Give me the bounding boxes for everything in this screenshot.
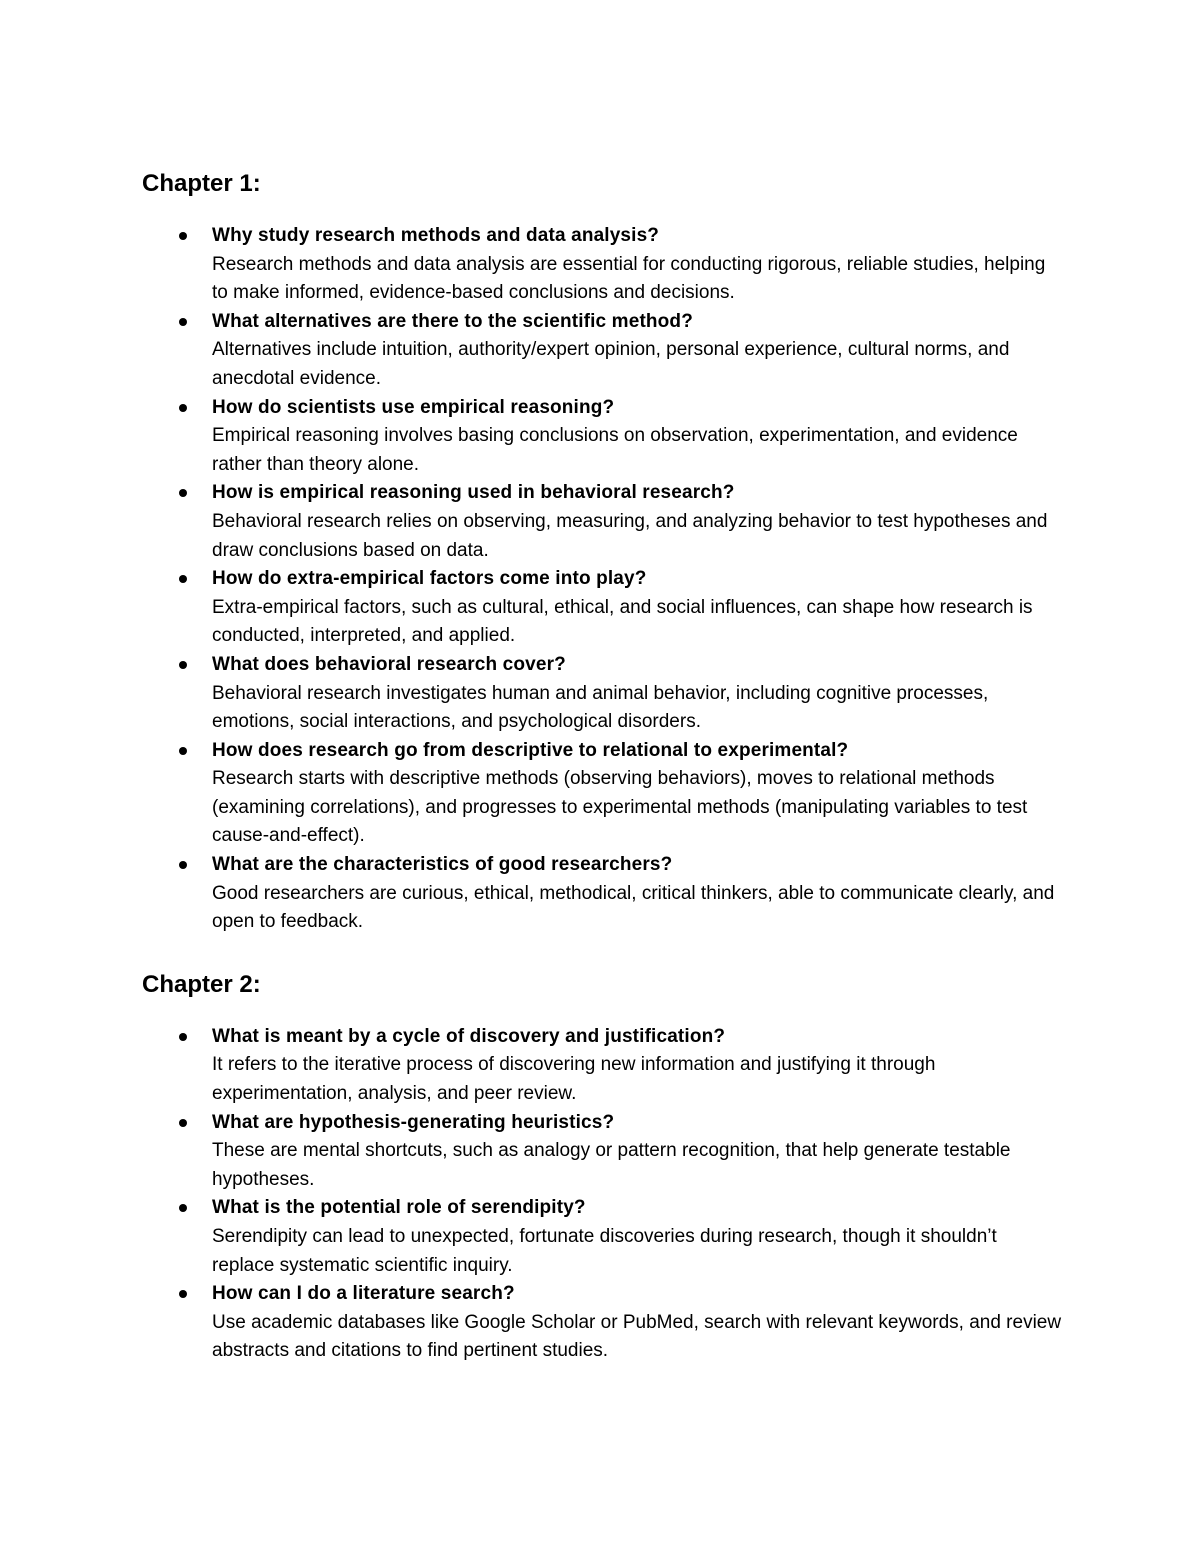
- list-item: [142, 1280, 1062, 1366]
- bullet-icon: [179, 747, 187, 755]
- chapter-heading: Chapter 2:: [142, 970, 261, 998]
- answer-text: These are mental shortcuts, such as analogy or pattern recognition, that help generate testable hypotheses.: [212, 1140, 1011, 1190]
- chapter-1-section: [142, 168, 1062, 937]
- list-item: [142, 394, 1062, 480]
- list-item: [142, 565, 1062, 651]
- bullet-icon: [179, 489, 187, 497]
- bullet-icon: [179, 861, 187, 869]
- question-text: How does research go from descriptive to relational to experimental?: [212, 739, 849, 761]
- bullet-icon: [179, 318, 187, 326]
- answer-text: Extra-empirical factors, such as cultural, ethical, and social influences, can shape how research is conducted, interpreted, and applied.: [212, 596, 1033, 647]
- question-text: What is meant by a cycle of discovery and justification?: [212, 1025, 726, 1047]
- answer-text: Research methods and data analysis are essential for conducting rigorous, reliable studies, helping to make informed, evidence-based conclusions and decisions.: [212, 253, 1046, 304]
- question-text: How can I do a literature search?: [212, 1283, 515, 1305]
- list-item: [142, 737, 1062, 851]
- answer-text: Serendipity can lead to unexpected, fortunate discoveries during research, though it shouldn’t replace systematic scientific inquiry.: [212, 1226, 997, 1276]
- question-text: How is empirical reasoning used in behavioral research?: [212, 482, 735, 504]
- document-page: [142, 168, 1062, 1366]
- answer-text: Research starts with descriptive methods (observing behaviors), moves to relational methods (examining correlations), and progresses to experimental methods (manipulating variables to test cause-and-effect).: [212, 768, 1028, 847]
- question-text: What are the characteristics of good researchers?: [212, 854, 673, 876]
- bullet-icon: [179, 1204, 187, 1212]
- bullet-icon: [179, 1290, 187, 1298]
- chapter-2-section: [142, 969, 1062, 1366]
- list-item: [142, 1023, 1062, 1109]
- bullet-icon: [179, 661, 187, 669]
- answer-text: Behavioral research investigates human and animal behavior, including cognitive processes, emotions, social interactions, and psychological disorders.: [212, 682, 989, 733]
- question-text: What is the potential role of serendipity?: [212, 1197, 586, 1219]
- answer-text: Alternatives include intuition, authority/expert opinion, personal experience, cultural norms, and anecdotal evidence.: [212, 339, 1010, 389]
- list-item: [142, 308, 1062, 394]
- list-item: [142, 479, 1062, 565]
- answer-text: Use academic databases like Google Scholar or PubMed, search with relevant keywords, and review abstracts and citations to find pertinent studies.: [212, 1311, 1062, 1362]
- chapter-heading: Chapter 1:: [142, 170, 261, 197]
- answer-text: Empirical reasoning involves basing conclusions on observation, experimentation, and evidence rather than theory alone.: [212, 425, 1018, 475]
- list-item: [142, 1109, 1062, 1195]
- answer-text: It refers to the iterative process of discovering new information and justifying it through experimentation, analysis, and peer review.: [212, 1054, 936, 1105]
- list-item: [142, 1194, 1062, 1280]
- bullet-icon: [179, 232, 187, 240]
- bullet-icon: [179, 1033, 187, 1041]
- bullet-icon: [179, 1119, 187, 1127]
- question-list: [142, 222, 1062, 937]
- list-item: [142, 222, 1062, 308]
- question-text: What are hypothesis-generating heuristics?: [212, 1111, 615, 1133]
- question-text: How do scientists use empirical reasoning?: [212, 396, 615, 418]
- bullet-icon: [179, 404, 187, 412]
- bullet-icon: [179, 575, 187, 583]
- list-item: [142, 851, 1062, 937]
- answer-text: Behavioral research relies on observing, measuring, and analyzing behavior to test hypotheses and draw conclusions based on data.: [212, 510, 1048, 561]
- question-text: What alternatives are there to the scientific method?: [212, 310, 693, 332]
- answer-text: Good researchers are curious, ethical, methodical, critical thinkers, able to communicate clearly, and open to feedback.: [212, 882, 1055, 933]
- question-text: How do extra-empirical factors come into play?: [212, 568, 647, 590]
- question-text: Why study research methods and data analysis?: [212, 225, 660, 246]
- list-item: [142, 651, 1062, 737]
- question-text: What does behavioral research cover?: [212, 653, 566, 675]
- question-list: [142, 1023, 1062, 1366]
